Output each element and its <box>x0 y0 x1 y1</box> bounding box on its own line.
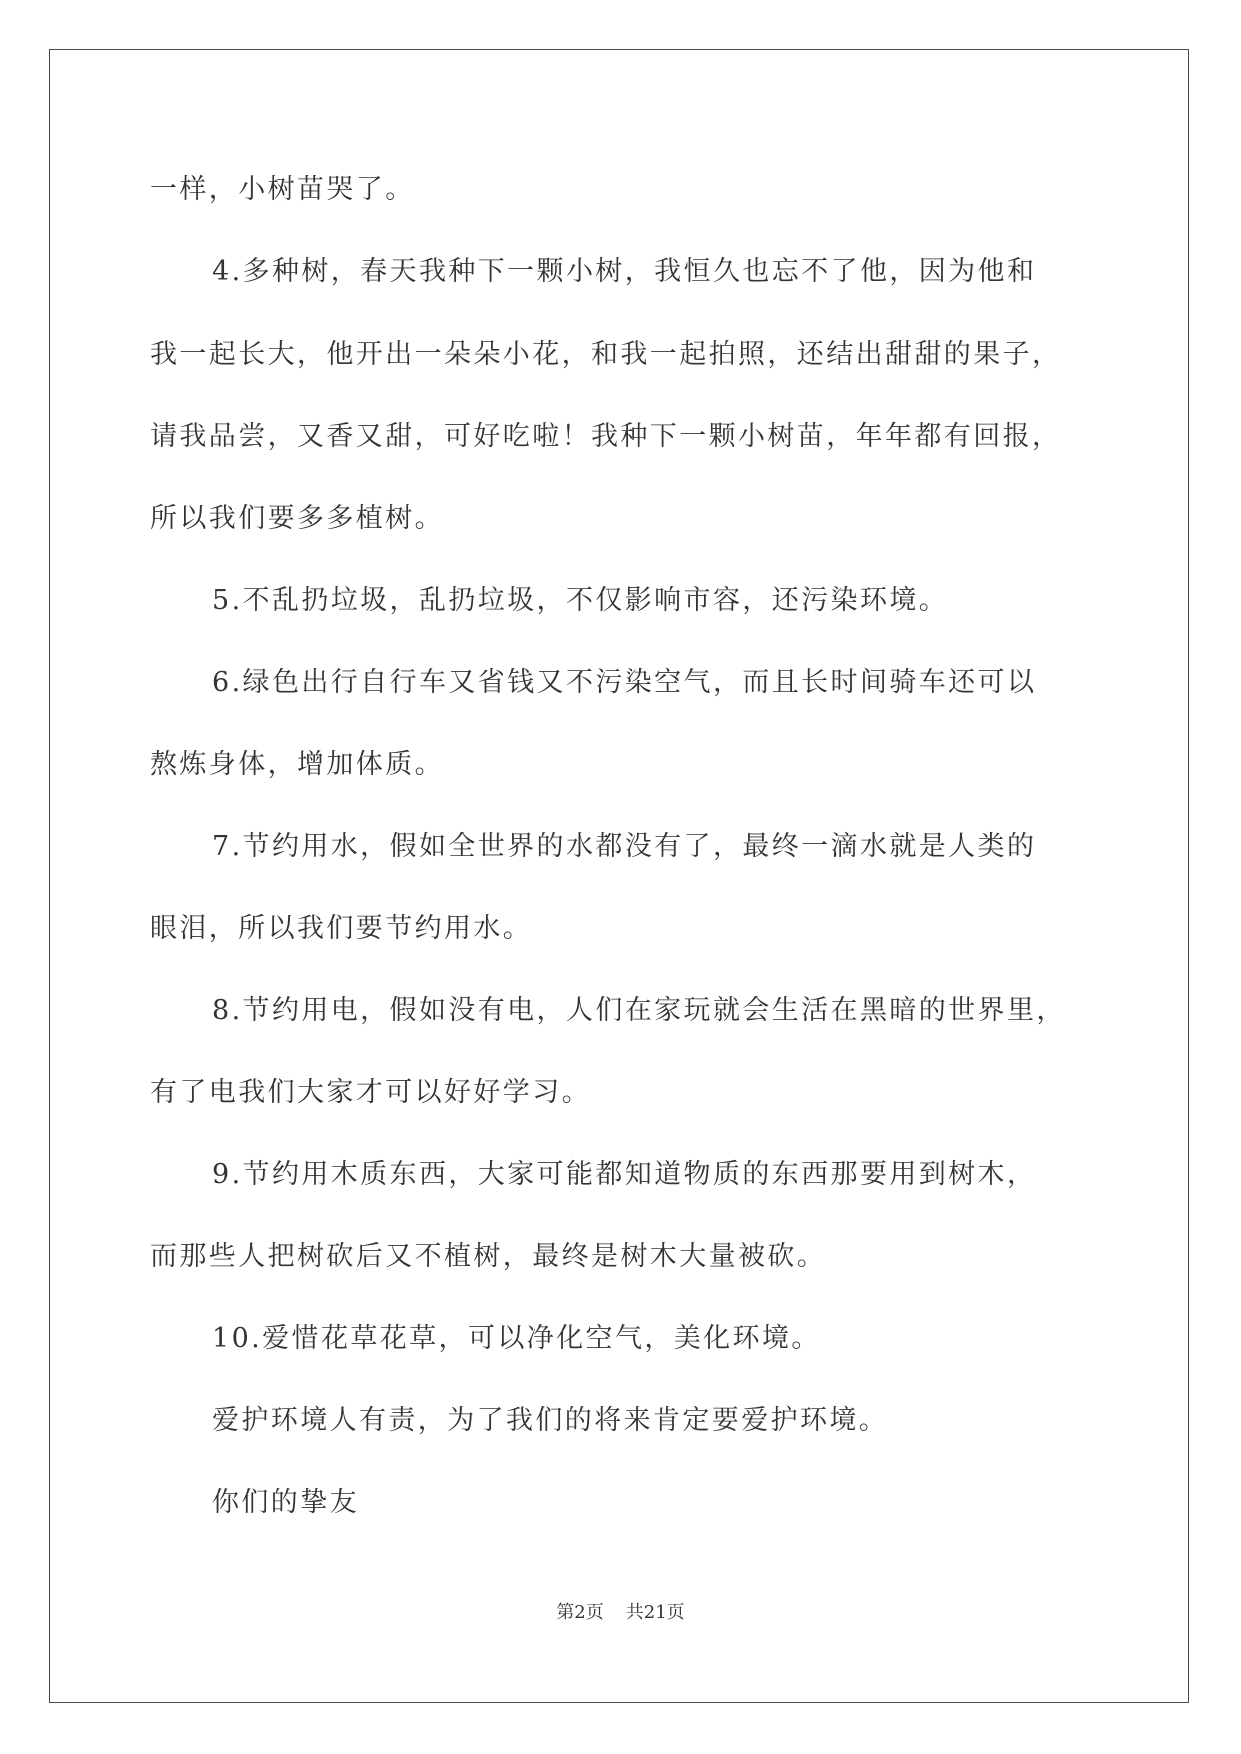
text-line: 8.节约用电，假如没有电，人们在家玩就会生活在黑暗的世界里， <box>212 995 1066 1026</box>
text-line: 5.不乱扔垃圾，乱扔垃圾，不仅影响市容，还污染环境。 <box>212 585 949 616</box>
text-line: 9.节约用木质东西，大家可能都知道物质的东西那要用到树木， <box>212 1159 1037 1190</box>
text-line: 熬炼身体，增加体质。 <box>150 749 444 780</box>
text-line: 爱护环境人有责，为了我们的将来肯定要爱护环境。 <box>212 1405 889 1436</box>
text-line: 10.爱惜花草花草，可以净化空气，美化环境。 <box>212 1323 821 1354</box>
text-line: 所以我们要多多植树。 <box>150 503 444 534</box>
text-line: 请我品尝，又香又甜，可好吃啦！我种下一颗小树苗，年年都有回报， <box>150 421 1062 452</box>
text-line: 一样，小树苗哭了。 <box>150 174 415 205</box>
text-line: 而那些人把树砍后又不植树，最终是树木大量被砍。 <box>150 1241 827 1272</box>
text-line: 4.多种树，春天我种下一颗小树，我恒久也忘不了他，因为他和 <box>212 256 1037 287</box>
page-footer <box>0 1602 1241 1624</box>
text-line: 7.节约用水，假如全世界的水都没有了，最终一滴水就是人类的 <box>212 831 1037 862</box>
page-number: 第2页 <box>556 1602 604 1623</box>
text-line: 眼泪，所以我们要节约用水。 <box>150 913 533 944</box>
text-line: 你们的挚友 <box>212 1487 359 1518</box>
text-line: 6.绿色出行自行车又省钱又不污染空气，而且长时间骑车还可以 <box>212 667 1037 698</box>
page-border <box>49 49 1189 1703</box>
text-line: 我一起长大，他开出一朵朵小花，和我一起拍照，还结出甜甜的果子， <box>150 339 1062 370</box>
page-total: 共21页 <box>625 1602 685 1623</box>
text-line: 有了电我们大家才可以好好学习。 <box>150 1077 591 1108</box>
